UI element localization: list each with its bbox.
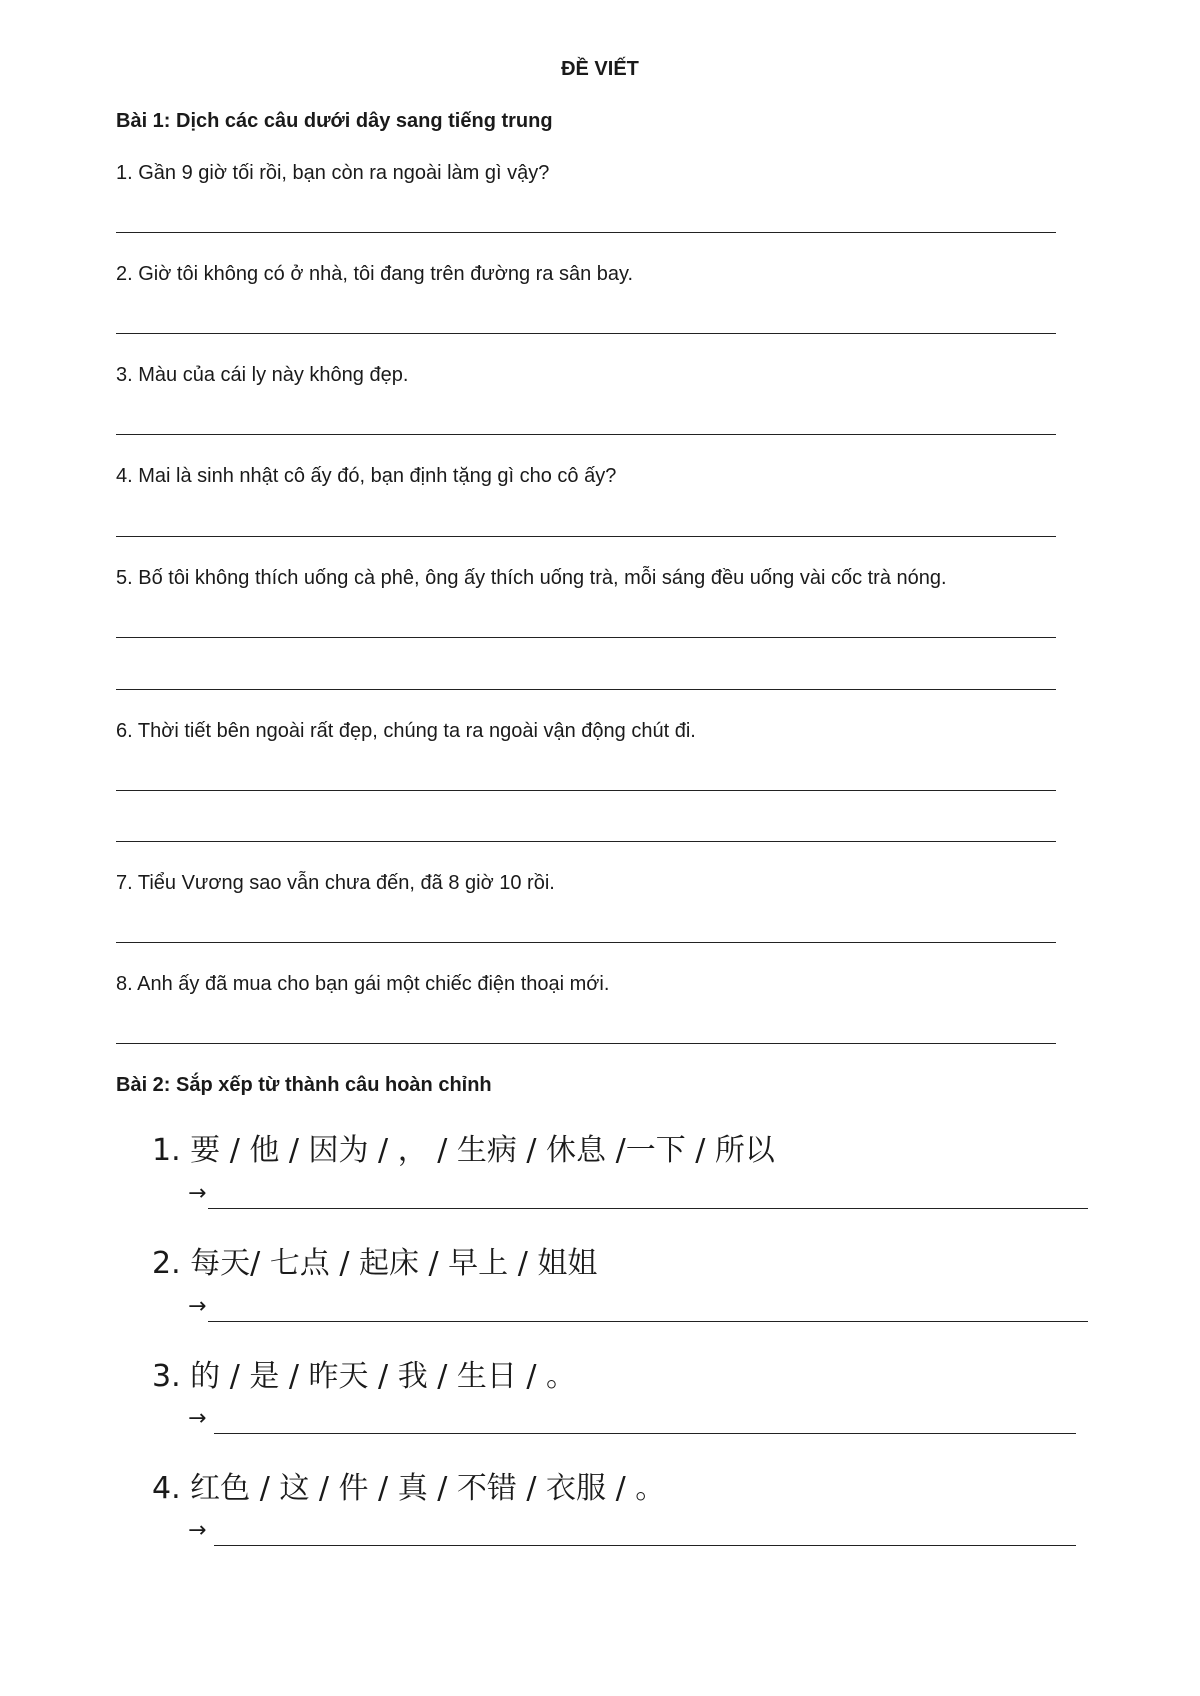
answer-line[interactable] <box>116 790 1056 791</box>
answer-line[interactable] <box>116 232 1056 233</box>
answer-line[interactable] <box>116 689 1056 690</box>
answer-line[interactable] <box>116 333 1056 334</box>
answer-row[interactable] <box>188 1175 1088 1215</box>
exercise-2-heading: Bài 2: Sắp xếp từ thành câu hoàn chỉnh <box>116 1074 492 1096</box>
arrow-icon: → <box>188 1181 207 1206</box>
exercise-2-item: 2. 每天/ 七点 / 起床 / 早上 / 姐姐 <box>152 1246 598 1281</box>
exercise-2-item: 4. 红色 / 这 / 件 / 真 / 不错 / 衣服 / 。 <box>152 1471 666 1506</box>
answer-line[interactable] <box>116 1043 1056 1044</box>
exercise-1-heading: Bài 1: Dịch các câu dưới dây sang tiếng trung <box>116 110 553 132</box>
exercise-1-question: 1. Gần 9 giờ tối rồi, bạn còn ra ngoài làm gì vậy? <box>116 162 550 184</box>
arrow-icon: → <box>188 1294 207 1319</box>
answer-line[interactable] <box>116 434 1056 435</box>
answer-row[interactable] <box>188 1400 1088 1440</box>
exercise-1-question: 5. Bố tôi không thích uống cà phê, ông ấy thích uống trà, mỗi sáng đều uống vài cốc trà nóng. <box>116 567 947 589</box>
arrow-icon: → <box>188 1406 207 1431</box>
arrow-icon: → <box>188 1518 207 1543</box>
answer-line[interactable] <box>116 536 1056 537</box>
exercise-1-question: 8. Anh ấy đã mua cho bạn gái một chiếc điện thoại mới. <box>116 973 610 995</box>
exercise-1-question: 3. Màu của cái ly này không đẹp. <box>116 364 409 386</box>
answer-line[interactable] <box>116 637 1056 638</box>
exercise-1-question: 7. Tiểu Vương sao vẫn chưa đến, đã 8 giờ 10 rồi. <box>116 872 555 894</box>
exercise-2-item: 1. 要 / 他 / 因为 / ， / 生病 / 休息 /一下 / 所以 <box>152 1133 775 1168</box>
exercise-1-question: 2. Giờ tôi không có ở nhà, tôi đang trên đường ra sân bay. <box>116 263 634 285</box>
page-title: ĐỀ VIẾT <box>561 58 639 80</box>
answer-line[interactable] <box>214 1545 1076 1546</box>
answer-line[interactable] <box>208 1208 1088 1209</box>
answer-line[interactable] <box>116 942 1056 943</box>
answer-row[interactable] <box>188 1288 1088 1328</box>
answer-line[interactable] <box>214 1433 1076 1434</box>
exercise-1-question: 6. Thời tiết bên ngoài rất đẹp, chúng ta ra ngoài vận động chút đi. <box>116 720 696 742</box>
answer-row[interactable] <box>188 1512 1088 1552</box>
answer-line[interactable] <box>208 1321 1088 1322</box>
exercise-1-question: 4. Mai là sinh nhật cô ấy đó, bạn định tặng gì cho cô ấy? <box>116 465 617 487</box>
exercise-2-item: 3. 的 / 是 / 昨天 / 我 / 生日 / 。 <box>152 1359 577 1394</box>
answer-line[interactable] <box>116 841 1056 842</box>
